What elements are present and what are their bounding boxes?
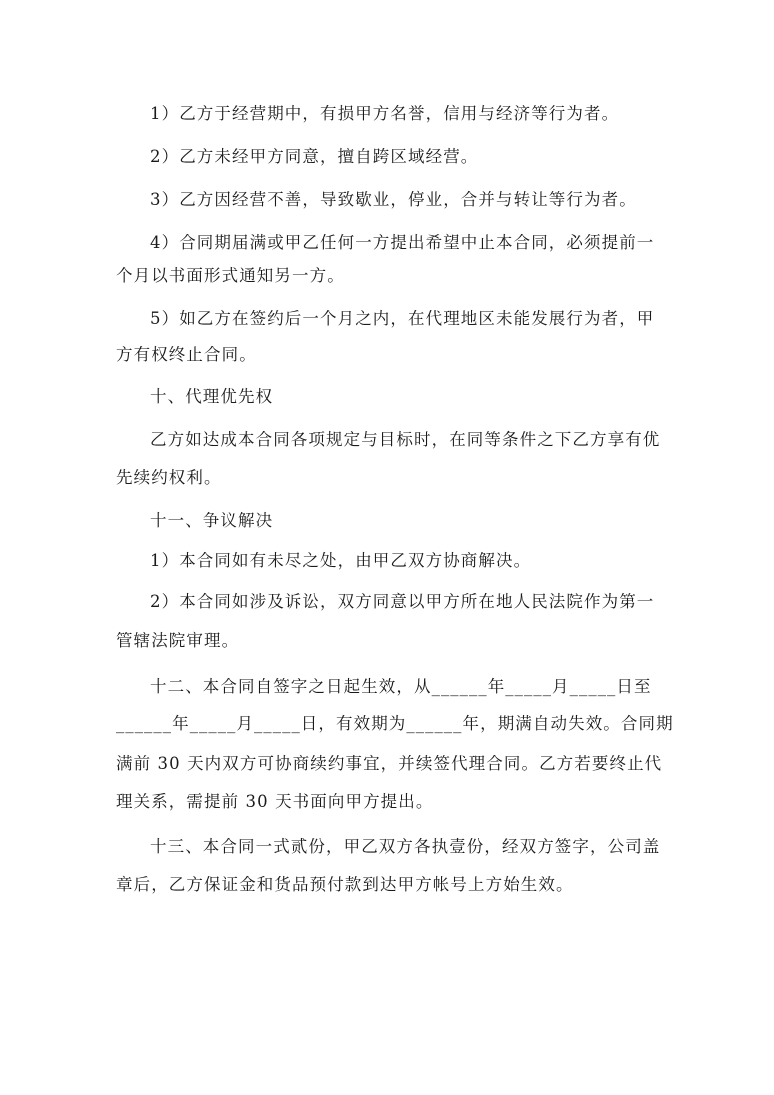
clause-9-item-2: 2）乙方未经甲方同意，擅自跨区域经营。: [150, 147, 479, 166]
section-12-line-2: ______年_____月_____日，有效期为______年，期满自动失效。合同期: [116, 714, 674, 733]
section-13-line-2: 章后，乙方保证金和货品预付款到达甲方帐号上方始生效。: [116, 875, 574, 894]
section-11-heading: 十一、争议解决: [150, 511, 274, 530]
section-10-body-line-1: 乙方如达成本合同各项规定与目标时，在同等条件之下乙方享有优: [150, 430, 661, 449]
section-12-line-3: 满前 30 天内双方可协商续约事宜，并续签代理合同。乙方若要终止代: [116, 754, 663, 773]
section-11-item-2-line-1: 2）本合同如涉及诉讼，双方同意以甲方所在地人民法院作为第一: [150, 592, 655, 611]
section-12-line-1: 十二、本合同自签字之日起生效，从______年_____月_____日至: [150, 677, 652, 696]
clause-9-item-3: 3）乙方因经营不善，导致歇业，停业，合并与转让等行为者。: [150, 190, 637, 209]
clause-9-item-4-line-2: 个月以书面形式通知另一方。: [116, 266, 345, 285]
clause-9-item-5-line-1: 5）如乙方在签约后一个月之内，在代理地区未能发展行为者，甲: [150, 309, 655, 328]
section-11-item-1: 1）本合同如有未尽之处，由甲乙双方协商解决。: [150, 551, 532, 570]
section-13-line-1: 十三、本合同一式贰份，甲乙双方各执壹份，经双方签字，公司盖: [150, 837, 661, 856]
clause-9-item-1: 1）乙方于经营期中，有损甲方名誉，信用与经济等行为者。: [150, 104, 620, 123]
clause-9-item-4-line-1: 4）合同期届满或甲乙任何一方提出希望中止本合同，必须提前一: [150, 233, 655, 252]
section-12-line-4: 理关系，需提前 30 天书面向甲方提出。: [116, 792, 434, 811]
section-10-body-line-2: 先续约权利。: [116, 468, 222, 487]
section-11-item-2-line-2: 管辖法院审理。: [116, 631, 240, 650]
clause-9-item-5-line-2: 方有权终止合同。: [116, 345, 257, 364]
section-10-heading: 十、代理优先权: [150, 387, 274, 406]
